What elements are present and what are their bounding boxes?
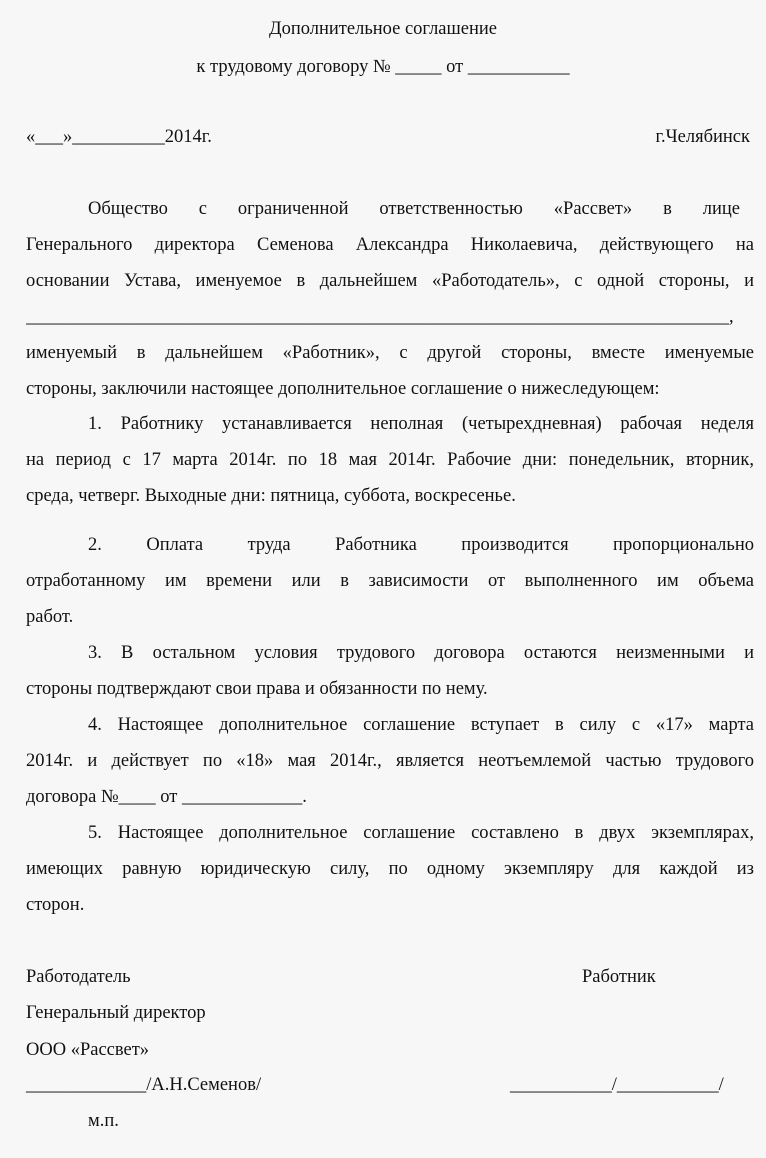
clause-5-line: сторон.	[26, 895, 85, 915]
clause-5-line: имеющих равную юридическую силу, по одному экземпляру для каждой из	[26, 859, 754, 879]
employer-label: Работодатель	[26, 967, 131, 987]
clause-4-line: 4. Настоящее дополнительное соглашение вступает в силу с «17» марта	[88, 715, 754, 735]
clause-4-line: 2014г. и действует по «18» мая 2014г., является неотъемлемой частью трудового	[26, 751, 754, 771]
employer-signature-line: _____________/А.Н.Семенов/	[26, 1075, 262, 1095]
clause-1-line: среда, четверг. Выходные дни: пятница, суббота, воскресенье.	[26, 486, 516, 506]
clause-3-line: 3. В остальном условия трудового договора остаются неизменными и	[88, 643, 754, 663]
employee-signature-line: ___________/___________/	[510, 1075, 724, 1095]
document-subtitle: к трудовому договору № _____ от ___________	[196, 57, 570, 77]
preamble-line: именуемый в дальнейшем «Работник», с другой стороны, вместе именуемые	[26, 343, 754, 363]
stamp-place: м.п.	[88, 1111, 119, 1131]
preamble-line: основании Устава, именуемое в дальнейшем «Работодатель», с одной стороны, и	[26, 271, 754, 291]
employee-name-blank: ____________________________________________________________________________,	[26, 307, 734, 327]
agreement-date: «___»__________2014г.	[26, 127, 212, 147]
employee-label: Работник	[582, 967, 656, 987]
company-name: ООО «Рассвет»	[26, 1040, 150, 1060]
clause-2-line: отработанному им времени или в зависимости от выполненного им объема	[26, 571, 754, 591]
preamble-line: Генерального директора Семенова Александра Николаевича, действующего на	[26, 235, 754, 255]
clause-1-line: на период с 17 марта 2014г. по 18 мая 2014г. Рабочие дни: понедельник, вторник,	[26, 450, 754, 470]
clause-4-line: договора №____ от _____________.	[26, 787, 307, 807]
document-title: Дополнительное соглашение	[268, 19, 497, 39]
clause-1-line: 1. Работнику устанавливается неполная (четырехдневная) рабочая неделя	[88, 414, 754, 434]
agreement-city: г.Челябинск	[655, 127, 750, 147]
clause-2-line: работ.	[26, 607, 74, 627]
clause-3-line: стороны подтверждают свои права и обязанности по нему.	[26, 679, 488, 699]
director-title: Генеральный директор	[26, 1003, 206, 1023]
preamble-line: стороны, заключили настоящее дополнительное соглашение о нижеследующем:	[26, 379, 660, 399]
clause-5-line: 5. Настоящее дополнительное соглашение составлено в двух экземплярах,	[88, 823, 754, 843]
preamble-line: Общество с ограниченной ответственностью «Рассвет» в лице	[88, 199, 740, 219]
clause-2-line: 2. Оплата труда Работника производится пропорционально	[88, 535, 754, 555]
